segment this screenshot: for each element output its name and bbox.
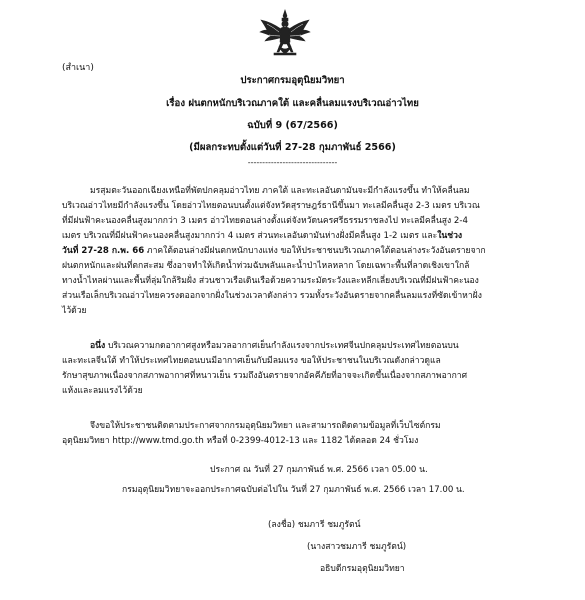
paragraph-line: รักษาสุขภาพเนื่องจากสภาพอากาศที่หนาวเย็น รวมถึงอันตรายจากอัคคีภัยที่อาจจะเกิดขึ้นเนื่องจากสภาพอากาศ xyxy=(62,371,468,381)
signatory-position: อธิบดีกรมอุตุนิยมวิทยา xyxy=(320,564,405,574)
section-divider: ------------------------------- xyxy=(247,158,338,167)
emphasis-date: วันที่ 27-28 ก.พ. 66 xyxy=(62,246,145,256)
emphasis-lead: อนึ่ง xyxy=(90,341,106,351)
paragraph-line: มรสุมตะวันออกเฉียงเหนือที่พัดปกคลุมอ่าวไทย ภาคใต้ และทะเลอันดามันจะมีกำลังแรงขึ้น ทำให้คลื่นลม xyxy=(90,186,470,196)
issue-number: ฉบับที่ 9 (67/2566) xyxy=(247,120,338,131)
paragraph-text: บริเวณความกดอากาศสูงหรือมวลอากาศเย็นกำลังแรงจากประเทศจีนปกคลุมประเทศไทยตอนบน xyxy=(105,341,459,351)
paragraph-monsoon xyxy=(62,184,536,319)
document-subject: เรื่อง ฝนตกหนักบริเวณภาคใต้ และคลื่นลมแรงบริเวณอ่าวไทย xyxy=(166,98,419,109)
paragraph-text: เมตร บริเวณที่มีฝนฟ้าคะนองคลื่นสูงมากกว่า 4 เมตร ส่วนทะเลอันดามันห่างฝั่งมีคลื่นสูง 1-2 เมตร และ xyxy=(62,231,438,241)
paragraph-line: ที่มีฝนฟ้าคะนองคลื่นสูงมากกว่า 3 เมตร อ่าวไทยตอนล่างตั้งแต่จังหวัดนครศรีธรรมราชลงไป ทะเลมีคลื่นสูง 2-4 xyxy=(62,216,468,226)
signature-line: (ลงชื่อ) ชมภารี ชมภูรัตน์ xyxy=(268,520,361,530)
effective-dates: (มีผลกระทบตั้งแต่วันที่ 27-28 กุมภาพันธ์ 2566) xyxy=(189,142,396,153)
document-title: ประกาศกรมอุตุนิยมวิทยา xyxy=(240,75,345,86)
emphasis-text: ในช่วง xyxy=(437,231,463,241)
next-announcement: กรมอุตุนิยมวิทยาจะออกประกาศฉบับต่อไปใน วันที่ 27 กุมภาพันธ์ พ.ศ. 2566 เวลา 17.00 น. xyxy=(122,485,465,495)
garuda-emblem xyxy=(257,8,313,64)
paragraph-line xyxy=(62,229,536,244)
paragraph-line: ไว้ด้วย xyxy=(62,306,87,316)
paragraph-line: ทางน้ำไหลผ่านและพื้นที่ลุ่มใกล้ริมฝั่ง ส่วนชาวเรือเดินเรือด้วยความระมัดระวังและหลีกเลี่ยงบริเวณที่มีฝนฟ้าคะนอง xyxy=(62,276,479,286)
signatory-name: (นางสาวชมภารี ชมภูรัตน์) xyxy=(307,542,407,552)
paragraph-line: และทะเลจีนใต้ ทำให้ประเทศไทยตอนบนมีอากาศเย็นกับมีลมแรง ขอให้ประชาชนในบริเวณดังกล่าวดูแล xyxy=(62,356,441,366)
announcement-date: ประกาศ ณ วันที่ 27 กุมภาพันธ์ พ.ศ. 2566 เวลา 05.00 น. xyxy=(210,465,428,475)
paragraph-line: จึงขอให้ประชาชนติดตามประกาศจากกรมอุตุนิยมวิทยา และสามารถติดตามข้อมูลที่เว็บไซต์กรม xyxy=(90,421,441,431)
paragraph-line xyxy=(62,244,536,259)
paragraph-line: อุตุนิยมวิทยา http://www.tmd.go.th หรือที่ 0-2399-4012-13 และ 1182 ได้ตลอด 24 ชั่วโมง xyxy=(62,436,419,446)
paragraph-line xyxy=(62,339,536,354)
paragraph-line: ส่วนเรือเล็กบริเวณอ่าวไทยควรงดออกจากฝั่งในช่วงเวลาดังกล่าว รวมทั้งระวังอันตรายจากคลื่นลมแรงที่ซัดเข้าหาฝั่ง xyxy=(62,291,482,301)
paragraph-line: บริเวณอ่าวไทยมีกำลังแรงขึ้น โดยอ่าวไทยตอนบนตั้งแต่จังหวัดสุราษฎร์ธานีขึ้นมา ทะเลมีคลื่นสูง 2-3 เมตร บริเวณ xyxy=(62,201,480,211)
paragraph-line: ฝนตกหนักและฝนที่ตกสะสม ซึ่งอาจทำให้เกิดน้ำท่วมฉับพลันและน้ำป่าไหลหลาก โดยเฉพาะพื้นที่ลาดเชิงเขาใกล้ xyxy=(62,261,470,271)
paragraph-contact xyxy=(62,419,536,449)
paragraph-text: ภาคใต้ตอนล่างมีฝนตกหนักบางแห่ง ขอให้ประชาชนบริเวณภาคใต้ตอนล่างระวังอันตรายจาก xyxy=(144,246,486,256)
paragraph-line: แห้งและลมแรงไว้ด้วย xyxy=(62,386,143,396)
copy-label: (สำเนา) xyxy=(62,63,94,73)
paragraph-cold-air xyxy=(62,339,536,399)
